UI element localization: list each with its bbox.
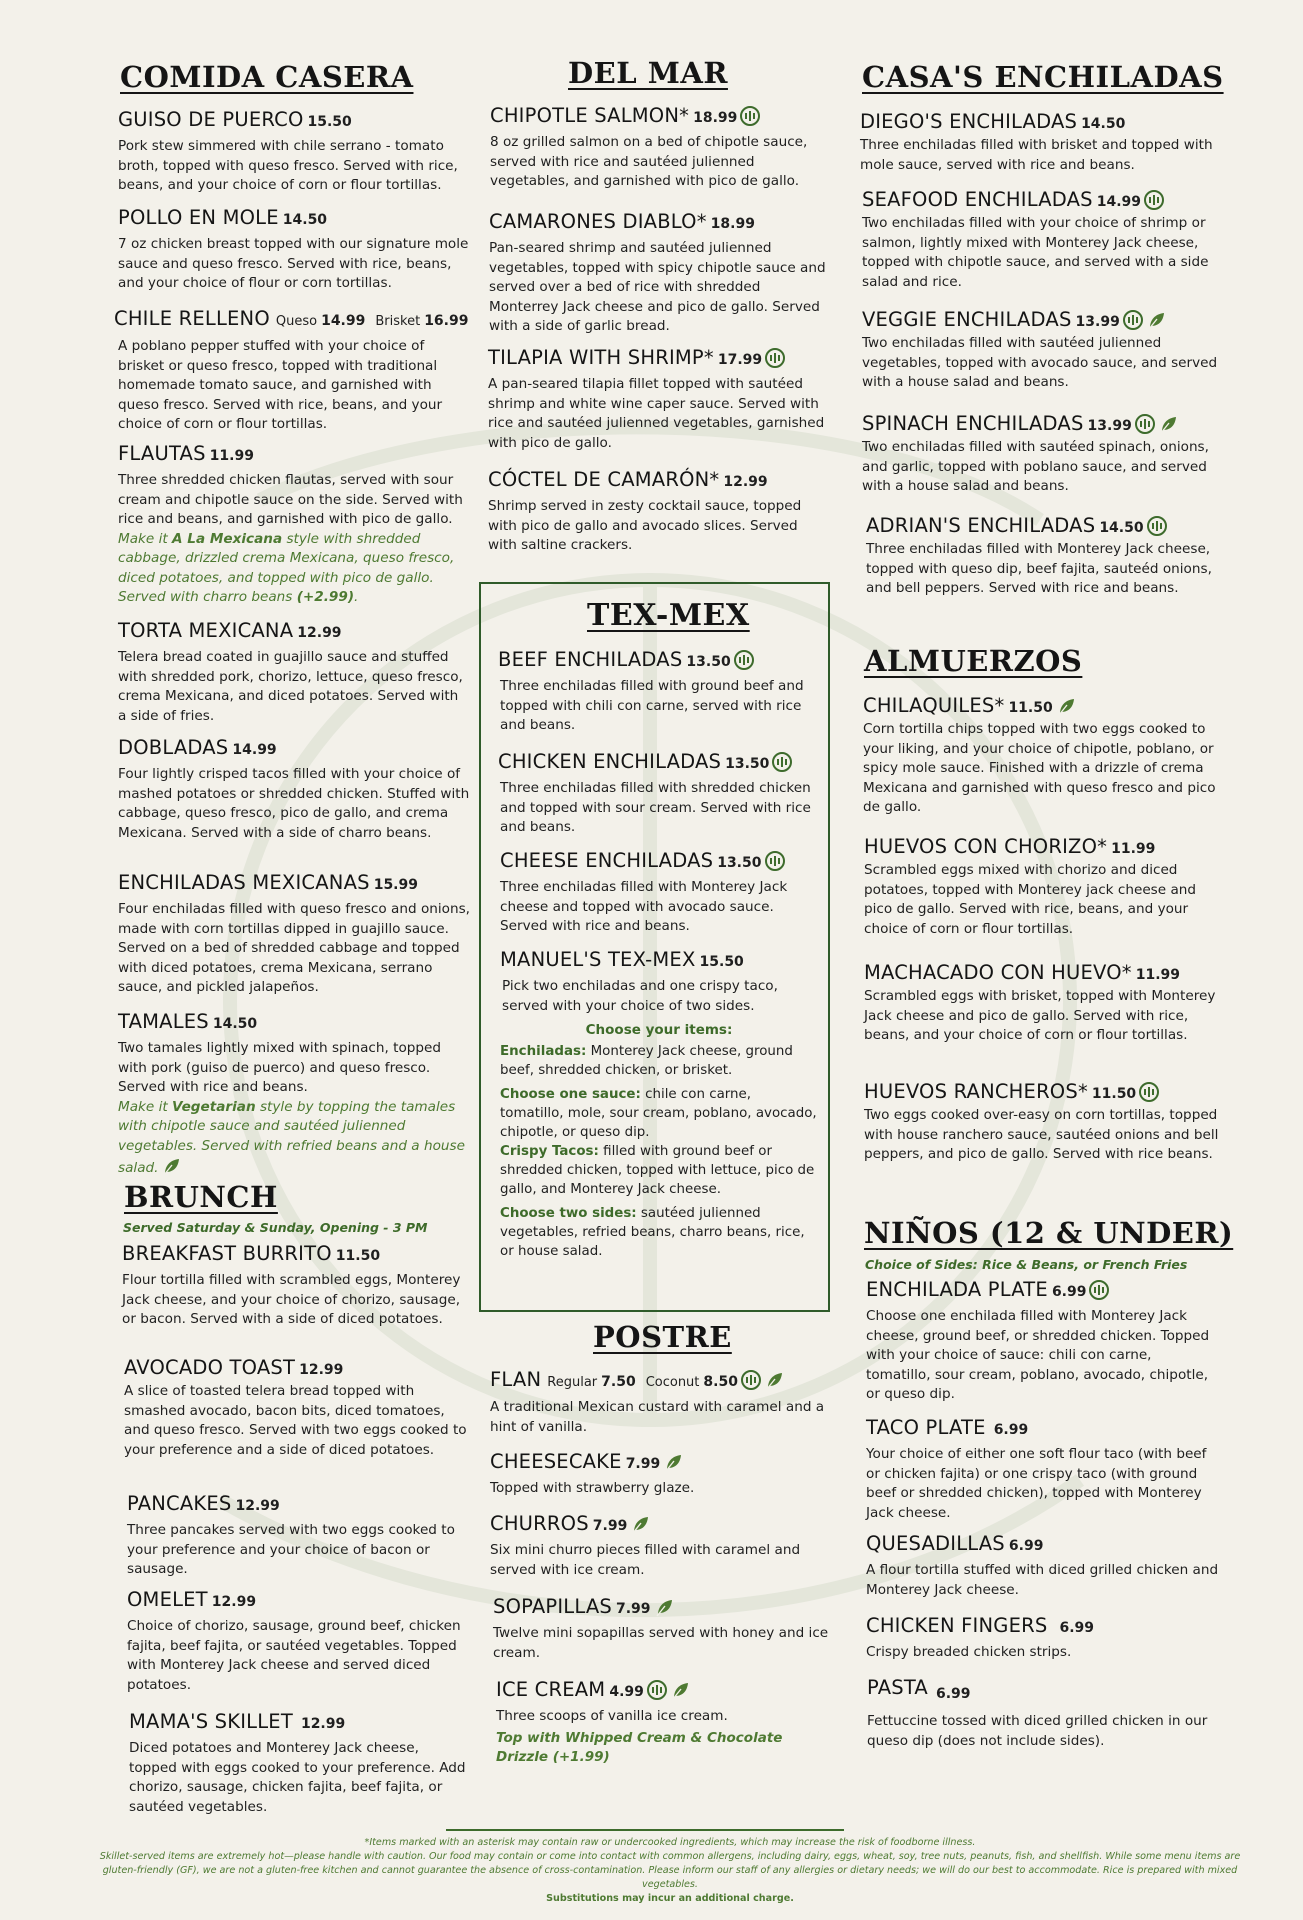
menu-item — [118, 442, 470, 608]
item-description: Choice of chorizo, sausage, ground beef, chicken fajita, beef fajita, or sautéed vegetables. Topped with Monterey Jack cheese and served diced potatoes. — [127, 1618, 461, 1693]
item-name: DOBLADAS — [118, 736, 229, 759]
item-description: 8 oz grilled salmon on a bed of chipotle sauce, served with rice and sautéed julienned vegetables, and garnished with pico de gallo. — [490, 134, 808, 189]
footer-substitutions: Substitutions may incur an additional charge. — [546, 1893, 794, 1904]
item-name: ICE CREAM — [496, 1678, 606, 1701]
item-price: 14.50 — [282, 212, 328, 228]
item-name: ENCHILADAS MEXICANAS — [118, 871, 370, 894]
item-price: 13.50 — [725, 756, 770, 772]
item-description: Fettuccine tossed with diced grilled chicken in our queso dip (does not include sides). — [867, 1713, 1208, 1749]
item-description: Pick two enchiladas and one crispy taco, served with your choice of two sides. — [502, 978, 778, 1014]
section-subtitle: Choice of Sides: Rice & Beans, or French Fries — [865, 1257, 1188, 1272]
item-price: 11.50 — [1008, 700, 1053, 716]
item-price: 13.50 — [717, 855, 762, 871]
item-name: GUISO DE PUERCO — [118, 108, 304, 131]
menu-item — [864, 961, 1220, 1046]
menu-item — [500, 849, 818, 937]
option-label: Queso — [275, 314, 318, 329]
item-name: CHURROS — [490, 1512, 589, 1535]
gluten-friendly-icon — [1135, 414, 1155, 434]
footer-divider — [446, 1829, 844, 1831]
item-name: PASTA — [867, 1676, 928, 1699]
section-title-postre: POSTRE — [593, 1320, 732, 1354]
item-description: Pan-seared shrimp and sautéed julienned vegetables, topped with spicy chipotle sauce and served over a bed of rice with shredded Monterrey Jack cheese and pico de gallo. Served with a side of garlic bread. — [489, 240, 826, 334]
menu-item — [862, 412, 1220, 497]
menu-item — [118, 871, 470, 998]
item-price: 13.50 — [686, 654, 731, 670]
option-detail: Crispy Tacos: filled with ground beef or shredded chicken, topped with lettuce, pico de gallo, and Monterey Jack cheese. — [500, 1144, 815, 1197]
item-name: CHEESECAKE — [490, 1450, 622, 1473]
menu-item — [118, 1010, 470, 1179]
item-name: AVOCADO TOAST — [124, 1356, 296, 1379]
gluten-friendly-icon — [740, 106, 760, 126]
menu-item — [493, 1595, 830, 1663]
item-price: 12.99 — [299, 1362, 344, 1378]
menu-item — [862, 188, 1220, 292]
menu-item — [488, 468, 826, 556]
item-name: SOPAPILLAS — [493, 1595, 612, 1618]
item-name: ADRIAN'S ENCHILADAS — [866, 514, 1096, 537]
menu-item — [500, 948, 818, 1261]
item-name: TAMALES — [118, 1010, 209, 1033]
item-description: Three shredded chicken flautas, served with sour cream and chipotle sauce on the side. Served with rice and beans, and garnished with pico de gallo. — [118, 472, 463, 527]
leaf-icon — [654, 1597, 674, 1617]
item-name: FLAN — [490, 1368, 542, 1391]
item-upgrade-note: Make it Vegetarian style by topping the tamales with chipotle sauce and sautéed julienned vegetables. Served with refried beans and a house salad. — [118, 1098, 465, 1176]
leaf-icon — [1056, 696, 1076, 716]
item-price: 18.99 — [710, 216, 755, 232]
option-label: Regular — [547, 1375, 598, 1390]
item-description: Corn tortilla chips topped with two eggs cooked to your liking, and your choice of chipotle, poblano, or spicy mole sauce. Finished with a drizzle of crema Mexicana and garnished with queso fresco and pico de gallo. — [863, 721, 1216, 815]
option-detail: Enchiladas: Monterey Jack cheese, ground beef, shredded chicken, or brisket. — [500, 1044, 793, 1078]
leaf-icon — [1146, 310, 1166, 330]
section-title-ninos: NIÑOS (12 & UNDER) — [864, 1216, 1234, 1250]
item-name: TILAPIA WITH SHRIMP* — [488, 346, 714, 369]
gluten-friendly-icon — [1123, 310, 1143, 330]
option-label: Brisket — [375, 314, 421, 329]
footer-raw-warning: *Items marked with an asterisk may contain raw or undercooked ingredients, which may increase the risk of foodborne illness. — [364, 1837, 976, 1848]
item-name: QUESADILLAS — [866, 1532, 1005, 1555]
item-name: MACHACADO CON HUEVO* — [864, 961, 1132, 984]
menu-item — [498, 750, 818, 838]
item-description: Three pancakes served with two eggs cooked to your preference and your choice of bacon or sausage. — [127, 1522, 455, 1577]
menu-item — [118, 619, 470, 726]
item-price: 11.99 — [1111, 841, 1156, 857]
footer-disclaimer — [90, 1836, 1250, 1906]
leaf-icon — [630, 1514, 650, 1534]
item-name: CHICKEN FINGERS — [866, 1614, 1048, 1637]
gluten-friendly-icon — [1144, 190, 1164, 210]
item-price: 14.99 — [232, 742, 277, 758]
item-price: 15.50 — [699, 954, 744, 970]
item-price: 12.99 — [297, 625, 342, 641]
menu-item — [490, 1450, 830, 1499]
item-price: 6.99 — [1059, 1620, 1094, 1636]
item-price: 15.50 — [307, 114, 352, 130]
item-name: HUEVOS RANCHEROS* — [864, 1080, 1088, 1103]
section-subtitle: Served Saturday & Sunday, Opening - 3 PM — [123, 1220, 428, 1235]
item-description: Two eggs cooked over-easy on corn tortillas, topped with house ranchero sauce, sautéed onions and bell peppers, and pico de gallo. Served with rice beans. — [864, 1107, 1219, 1162]
item-name: BEEF ENCHILADAS — [498, 648, 683, 671]
leaf-icon — [161, 1156, 181, 1176]
leaf-icon — [1158, 414, 1178, 434]
option-detail: Choose one sauce: chile con carne, tomatillo, mole, sour cream, poblano, avocado, chipotle, or queso dip. — [500, 1087, 817, 1140]
item-price: 18.99 — [693, 110, 738, 126]
item-description: Two tamales lightly mixed with spinach, topped with pork (guiso de puerco) and queso fresco. Served with rice and beans. — [118, 1040, 442, 1095]
gluten-friendly-icon — [734, 650, 754, 670]
menu-item — [488, 346, 826, 453]
option-label: Coconut — [645, 1375, 700, 1390]
item-price: 7.99 — [625, 1456, 661, 1472]
item-name: TACO PLATE — [866, 1416, 986, 1439]
item-name: MANUEL'S TEX-MEX — [500, 948, 696, 971]
section-title-del-mar: DEL MAR — [568, 56, 728, 90]
leaf-icon — [764, 1370, 784, 1390]
item-description: Three scoops of vanilla ice cream. — [496, 1708, 728, 1724]
gluten-friendly-icon — [765, 851, 785, 871]
item-description: Six mini churro pieces filled with caramel and served with ice cream. — [490, 1542, 801, 1578]
leaf-icon — [663, 1452, 683, 1472]
item-price: 14.50 — [212, 1016, 258, 1032]
menu-item — [118, 108, 470, 196]
item-description: Three enchiladas filled with Monterey Jack cheese, topped with queso dip, beef fajita, sauteéd onions, and bell peppers. Served with rice and beans. — [866, 541, 1212, 596]
menu-item — [118, 736, 470, 843]
menu-item — [127, 1492, 470, 1580]
footer-allergen-notice: Skillet-served items are extremely hot—please handle with caution. Our food may contain or come into contact with common allergens, including dairy, eggs, wheat, soy, tree nuts, peanuts, fish, and shellfish. While some menu items are gluten-friendly (GF), we are not a gluten-free kitchen and cannot guarantee the absence of cross-contamination. Please inform our staff of any allergies or dietary needs; we will do our best to accommodate. Rice is prepared with mixed vegetables. — [99, 1851, 1241, 1890]
section-title-brunch: BRUNCH — [124, 1180, 278, 1214]
gluten-friendly-icon — [741, 1370, 761, 1390]
item-name: VEGGIE ENCHILADAS — [862, 308, 1072, 331]
item-price: 11.50 — [335, 1248, 381, 1264]
item-price: 12.99 — [211, 1594, 257, 1610]
item-price: 13.99 — [1087, 418, 1132, 434]
item-description: Diced potatoes and Monterey Jack cheese, topped with eggs cooked to your preference. Add chorizo, sausage, chicken fajita, beef fajita, or sautéed vegetables. — [129, 1740, 466, 1815]
menu-item — [496, 1678, 830, 1767]
item-price: 17.99 — [717, 352, 763, 368]
menu-item — [864, 1080, 1220, 1165]
item-name: BREAKFAST BURRITO — [122, 1242, 332, 1265]
item-description: Scrambled eggs with brisket, topped with Monterey Jack cheese and pico de gallo. Served with rice, beans, and your choice of corn or flour tortillas. — [864, 988, 1216, 1043]
item-name: CHEESE ENCHILADAS — [500, 849, 714, 872]
menu-item — [490, 1368, 830, 1437]
section-title-almuerzos: ALMUERZOS — [864, 644, 1083, 678]
item-price: 6.99 — [935, 1686, 971, 1702]
item-price: 12.99 — [235, 1498, 280, 1514]
item-description: Crispy breaded chicken strips. — [866, 1644, 1072, 1660]
item-description: Topped with strawberry glaze. — [490, 1480, 695, 1496]
item-price: 4.99 — [609, 1684, 644, 1700]
item-price: 14.50 — [1099, 520, 1144, 536]
item-price: 11.99 — [209, 448, 254, 464]
option-price: 16.99 — [424, 313, 469, 329]
item-name: SPINACH ENCHILADAS — [862, 412, 1084, 435]
item-price: 6.99 — [1008, 1538, 1044, 1554]
section-title-casas-enchiladas: CASA'S ENCHILADAS — [862, 60, 1224, 94]
item-description: Flour tortilla filled with scrambled eggs, Monterey Jack cheese, and your choice of chorizo, sausage, or bacon. Served with a side of diced potatoes. — [122, 1272, 461, 1327]
option-price: 7.50 — [601, 1374, 636, 1390]
item-name: DIEGO'S ENCHILADAS — [860, 110, 1078, 133]
item-price: 14.99 — [1096, 194, 1142, 210]
item-name: SEAFOOD ENCHILADAS — [862, 188, 1093, 211]
item-description: Three enchiladas filled with ground beef and topped with chili con carne, served with rice and beans. — [500, 678, 804, 733]
item-upgrade-note: Make it A La Mexicana style with shredded cabbage, drizzled crema Mexicana, queso fresco, diced potatoes, and topped with pico de gallo. Served with charro beans (+2.99). — [118, 530, 455, 605]
option-price: 14.99 — [321, 313, 366, 329]
menu-item — [866, 1416, 1220, 1523]
item-price: 7.99 — [615, 1601, 651, 1617]
menu-item — [122, 1242, 470, 1330]
menu-item — [866, 1532, 1220, 1600]
item-description: Three enchiladas filled with Monterey Jack cheese and topped with avocado sauce. Served with rice and beans. — [500, 879, 788, 934]
gluten-friendly-icon — [1139, 1082, 1159, 1102]
item-description: Three enchiladas filled with shredded chicken and topped with sour cream. Served with rice and beans. — [500, 780, 811, 835]
item-price: 7.99 — [592, 1518, 628, 1534]
item-price: 6.99 — [993, 1422, 1029, 1438]
gluten-friendly-icon — [1147, 516, 1167, 536]
item-description: Four lightly crisped tacos filled with your choice of mashed potatoes or shredded chicken. Stuffed with cabbage, queso fresco, pico de gallo, and crema Mexicana. Served with a side of charro beans. — [118, 766, 470, 841]
item-name: MAMA'S SKILLET — [129, 1710, 293, 1733]
option-price: 8.50 — [703, 1374, 738, 1390]
item-description: Two enchiladas filled with sautéed julienned vegetables, topped with avocado sauce, and served with a house salad and beans. — [862, 335, 1218, 390]
section-title-tex-mex: TEX-MEX — [587, 598, 750, 633]
item-description: Shrimp served in zesty cocktail sauce, topped with pico de gallo and avocado slices. Served with saltine crackers. — [488, 498, 802, 553]
item-price: 12.99 — [300, 1716, 346, 1732]
menu-item — [498, 648, 818, 736]
menu-item — [129, 1710, 470, 1817]
gluten-friendly-icon — [1089, 1280, 1109, 1300]
gluten-friendly-icon — [765, 348, 785, 368]
menu-item — [118, 206, 470, 294]
item-name: CHILE RELLENO — [114, 307, 270, 330]
item-name: CÓCTEL DE CAMARÓN* — [488, 468, 720, 491]
item-description: Twelve mini sopapillas served with honey and ice cream. — [493, 1625, 829, 1661]
menu-item — [114, 307, 470, 435]
gluten-friendly-icon — [772, 752, 792, 772]
menu-item — [490, 104, 826, 192]
item-price: 11.50 — [1091, 1086, 1137, 1102]
item-price: 11.99 — [1135, 967, 1181, 983]
item-addon-note: Top with Whipped Cream & Chocolate Drizzle (+1.99) — [496, 1729, 783, 1765]
item-price: 6.99 — [1051, 1284, 1087, 1300]
item-name: ENCHILADA PLATE — [866, 1278, 1048, 1301]
menu-item — [867, 1676, 1220, 1751]
menu-item — [124, 1356, 470, 1460]
choose-items-heading: Choose your items: — [585, 1022, 733, 1038]
menu-item — [863, 694, 1220, 818]
item-description: Two enchiladas filled with sautéed spinach, onions, and garlic, topped with poblano sauce, and served with a house salad and beans. — [862, 439, 1209, 494]
item-description: A flour tortilla stuffed with diced grilled chicken and Monterey Jack cheese. — [866, 1562, 1219, 1598]
menu-item — [862, 308, 1220, 393]
item-name: FLAUTAS — [118, 442, 206, 465]
item-name: CHILAQUILES* — [863, 694, 1005, 717]
item-description: Your choice of either one soft flour taco (with beef or chicken fajita) or one crispy taco (with ground beef or shredded chicken), topped with Monterey Jack cheese. — [866, 1446, 1207, 1521]
item-price: 14.50 — [1081, 116, 1126, 132]
item-description: Two enchiladas filled with your choice of shrimp or salmon, lightly mixed with Monterey Jack cheese, topped with chipotle sauce, and served with a side salad and rice. — [862, 215, 1209, 290]
item-description: Pork stew simmered with chile serrano - tomato broth, topped with queso fresco. Served with rice, beans, and your choice of corn or flour tortillas. — [118, 138, 458, 193]
item-description: 7 oz chicken breast topped with our signature mole sauce and queso fresco. Served with rice, beans, and your choice of flour or corn tortillas. — [118, 236, 469, 291]
item-name: PANCAKES — [127, 1492, 232, 1515]
item-description: Three enchiladas filled with brisket and topped with mole sauce, served with rice and beans. — [860, 137, 1213, 173]
item-price: 13.99 — [1075, 314, 1120, 330]
gluten-friendly-icon — [647, 1680, 667, 1700]
menu-item — [864, 835, 1220, 939]
item-price: 12.99 — [723, 474, 768, 490]
item-description: A poblano pepper stuffed with your choice of brisket or queso fresco, topped with traditional homemade tomato sauce, and garnished with queso fresco. Served with rice, beans, and your choice of corn or flour tortillas. — [118, 338, 443, 432]
menu-item — [860, 110, 1220, 175]
item-description: A traditional Mexican custard with caramel and a hint of vanilla. — [490, 1399, 825, 1435]
section-title-comida-casera: COMIDA CASERA — [120, 60, 414, 94]
item-name: HUEVOS CON CHORIZO* — [864, 835, 1108, 858]
menu-item — [866, 1278, 1220, 1405]
leaf-icon — [670, 1680, 690, 1700]
item-name: POLLO EN MOLE — [118, 206, 279, 229]
item-description: A pan-seared tilapia fillet topped with sautéed shrimp and white wine caper sauce. Served with rice and sautéed julienned vegetables, garnished with pico de gallo. — [488, 376, 825, 451]
item-name: OMELET — [127, 1588, 208, 1611]
item-description: Choose one enchilada filled with Monterey Jack cheese, ground beef, or shredded chicken. Topped with your choice of sauce: chili con carne, tomatillo, sour cream, poblano, avocado, chipotle, or queso dip. — [866, 1308, 1210, 1402]
item-name: CAMARONES DIABLO* — [489, 210, 707, 233]
item-description: Scrambled eggs mixed with chorizo and diced potatoes, topped with Monterey jack cheese and pico de gallo. Served with rice, beans, and your choice of corn or flour tortillas. — [864, 862, 1197, 937]
menu-item — [866, 514, 1220, 599]
menu-item — [489, 210, 826, 337]
item-price: 15.99 — [373, 877, 418, 893]
item-name: CHICKEN ENCHILADAS — [498, 750, 722, 773]
item-description: A slice of toasted telera bread topped with smashed avocado, bacon bits, diced tomatoes, and queso fresco. Served with two eggs cooked to your preference and a side of diced potatoes. — [124, 1383, 467, 1458]
item-name: TORTA MEXICANA — [118, 619, 294, 642]
option-detail: Choose two sides: sautéed julienned vegetables, refried beans, charro beans, rice, or house salad. — [500, 1206, 805, 1259]
menu-item — [127, 1588, 470, 1695]
item-name: CHIPOTLE SALMON* — [490, 104, 690, 127]
item-description: Telera bread coated in guajillo sauce and stuffed with shredded pork, chorizo, lettuce, queso fresco, crema Mexicana, and diced potatoes. Served with a side of fries. — [118, 649, 463, 724]
menu-item — [866, 1614, 1220, 1663]
item-description: Four enchiladas filled with queso fresco and onions, made with corn tortillas dipped in guajillo sauce. Served on a bed of shredded cabbage and topped with diced potatoes, crema Mexicana, serrano sauce, and pickled jalapeños. — [118, 901, 470, 995]
menu-item — [490, 1512, 830, 1580]
